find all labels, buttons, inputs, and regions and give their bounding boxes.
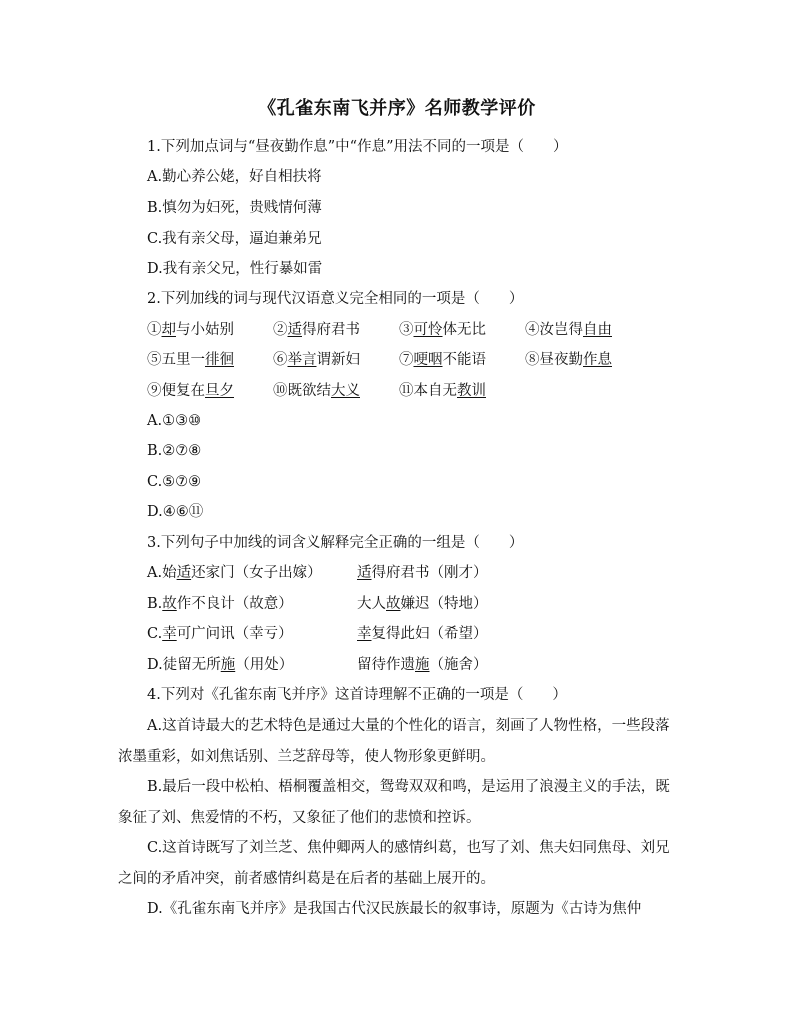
q3-sentence-right (357, 626, 488, 642)
q3-sentence-right (357, 657, 488, 673)
q4-options (118, 711, 678, 925)
underlined-word: 作息 (583, 352, 612, 368)
q2-item (147, 320, 273, 340)
q4-option-b: B.最后一段中松柏、梧桐覆盖相交，鸳鸯双双和鸣，是运用了浪漫主义的手法，既象征了刘、焦爱情的不朽，又象征了他们的悲愤和控诉。 (118, 779, 670, 826)
item-prefix: ③ (399, 322, 414, 338)
sentence-suffix: （施舍） (429, 657, 488, 673)
item-prefix: ⑩既欲结 (273, 383, 331, 399)
sentence-prefix: D.徒留无所 (147, 657, 221, 673)
item-prefix: ⑥ (273, 352, 288, 368)
q2-item (525, 350, 625, 370)
q3-option-b (147, 594, 488, 614)
q2-option-a: A.①③⑩ (147, 413, 202, 429)
underlined-word: 旦夕 (205, 383, 234, 399)
item-prefix: ④汝岂得 (525, 322, 583, 338)
underlined-word: 适 (357, 565, 372, 581)
item-suffix: 体无比 (442, 322, 486, 338)
q2-item (273, 350, 399, 370)
sentence-suffix: 作不良计（故意） (176, 596, 293, 612)
sentence-suffix: 嫌迟（特地） (400, 596, 488, 612)
underlined-word: 施 (415, 657, 430, 673)
q2-option-c: C.⑤⑦⑨ (147, 474, 202, 490)
item-suffix: 不能语 (442, 352, 486, 368)
q3-sentence-left (147, 624, 357, 644)
item-suffix: 得府君书 (302, 322, 360, 338)
q2-item (273, 381, 399, 401)
q2-item (273, 320, 399, 340)
sentence-suffix: 复得此妇（希望） (371, 626, 488, 642)
q2-option-b: B.②⑦⑧ (147, 443, 202, 459)
item-prefix: ② (273, 322, 288, 338)
sentence-suffix: 得府君书（刚才） (371, 565, 488, 581)
q1-option-c: C.我有亲父母，逼迫兼弟兄 (147, 231, 322, 247)
q2-option-d: D.④⑥⑪ (147, 504, 204, 520)
sentence-suffix: 还家门（女子出嫁） (191, 565, 322, 581)
q2-item-row (147, 350, 625, 370)
q3-option-c (147, 624, 488, 644)
underlined-word: 自由 (583, 322, 612, 338)
item-suffix: 与小姑别 (176, 322, 234, 338)
q3-sentence-left (147, 655, 357, 675)
sentence-prefix: B. (147, 596, 163, 612)
item-prefix: ⑦ (399, 352, 414, 368)
q3-sentence-right (357, 565, 488, 581)
sentence-prefix: 大人 (357, 596, 386, 612)
q4-stem: 4.下列对《孔雀东南飞并序》这首诗理解不正确的一项是（ ） (147, 687, 567, 703)
sentence-suffix: （用处） (235, 657, 294, 673)
q1-option-d: D.我有亲父兄，性行暴如雷 (147, 261, 323, 277)
underlined-word: 幸 (357, 626, 372, 642)
q2-item (147, 381, 273, 401)
underlined-word: 大义 (331, 383, 360, 399)
document-title: 《孔雀东南飞并序》名师教学评价 (258, 98, 536, 119)
item-prefix: ⑤五里一 (147, 352, 205, 368)
item-prefix: ⑪本自无 (399, 383, 457, 399)
underlined-word: 哽咽 (413, 352, 443, 368)
q3-option-a (147, 563, 488, 583)
item-prefix: ⑧昼夜勤 (525, 352, 583, 368)
item-suffix: 谓新妇 (316, 352, 360, 368)
underlined-word: 故 (162, 596, 177, 612)
q2-item (147, 350, 273, 370)
item-prefix: ⑨便复在 (147, 383, 205, 399)
sentence-prefix: 留待作遗 (357, 657, 415, 673)
q2-stem: 2.下列加线的词与现代汉语意义完全相同的一项是（ ） (147, 291, 524, 307)
q3-option-d (147, 655, 488, 675)
q2-item (399, 320, 525, 340)
q1-option-b: B.慎勿为妇死，贵贱情何薄 (147, 200, 322, 216)
sentence-prefix: A.始 (147, 565, 177, 581)
q1-option-a: A.勤心养公姥，好自相扶将 (147, 169, 322, 185)
q3-stem: 3.下列句子中加线的词含义解释完全正确的一组是（ ） (147, 535, 524, 551)
q4-option-a: A.这首诗最大的艺术特色是通过大量的个性化的语言，刻画了人物性格，一些段落浓墨重彩，如刘焦话别、兰芝辞母等，使人物形象更鲜明。 (118, 718, 670, 765)
underlined-word: 施 (220, 657, 236, 673)
q1-stem: 1.下列加点词与“昼夜勤作息”中“作息”用法不同的一项是（ ） (147, 139, 568, 155)
underlined-word: 却 (161, 322, 176, 338)
q2-item (399, 381, 525, 401)
underlined-word: 适 (287, 322, 302, 338)
sentence-suffix: 可广问讯（幸亏） (176, 626, 293, 642)
q2-item (525, 320, 625, 340)
item-prefix: ① (147, 322, 162, 338)
underlined-word: 故 (386, 596, 401, 612)
underlined-word: 徘徊 (205, 352, 234, 368)
underlined-word: 可怜 (413, 322, 443, 338)
q2-item (399, 350, 525, 370)
q2-item-row (147, 381, 525, 401)
q4-option-c: C.这首诗既写了刘兰芝、焦仲卿两人的感情纠葛，也写了刘、焦夫妇同焦母、刘兄之间的矛盾冲突，前者感情纠葛是在后者的基础上展开的。 (118, 840, 670, 887)
q4-option-d: D.《孔雀东南飞并序》是我国古代汉民族最长的叙事诗，原题为《古诗为焦仲 (147, 901, 642, 917)
q2-item-row (147, 320, 625, 340)
underlined-word: 幸 (162, 626, 177, 642)
underlined-word: 教训 (457, 383, 486, 399)
q3-sentence-left (147, 594, 357, 614)
q3-sentence-right (357, 596, 488, 612)
sentence-prefix: C. (147, 626, 163, 642)
underlined-word: 适 (176, 565, 192, 581)
q3-sentence-left (147, 563, 357, 583)
underlined-word: 举言 (287, 352, 317, 368)
